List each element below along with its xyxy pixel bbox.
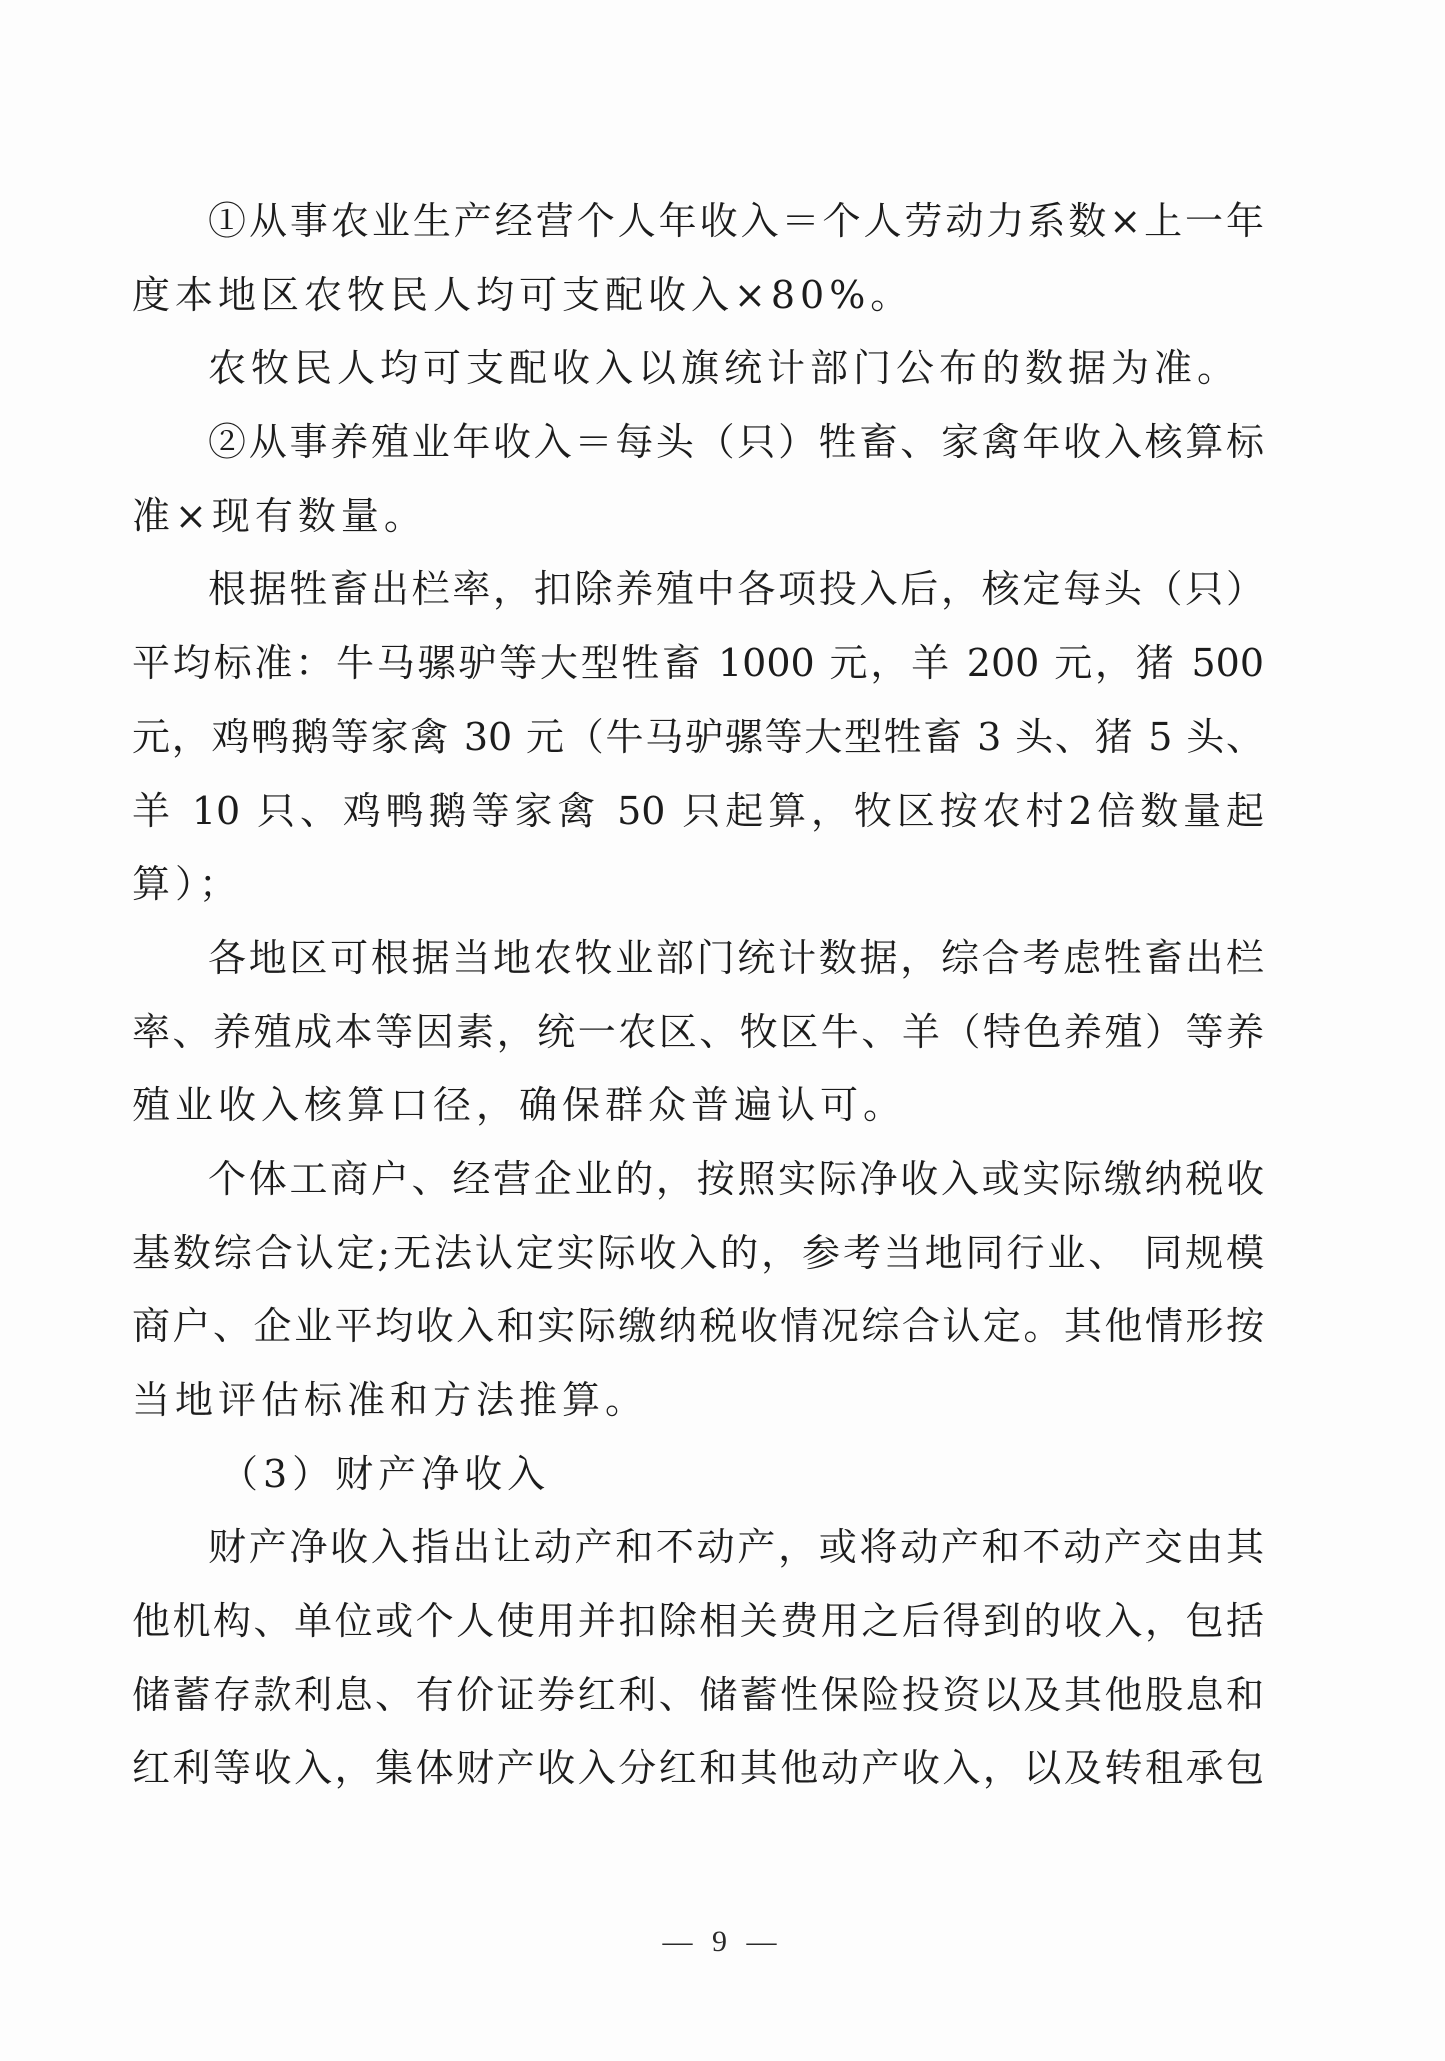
section-heading: （3）财产净收入 xyxy=(220,1451,551,1496)
text-line: 准×现有数量。 xyxy=(132,493,427,538)
text-line: 羊 10 只、鸡鸭鹅等家禽 50 只起算，牧区按农村2倍数量起 xyxy=(132,788,1264,833)
text-line: 各地区可根据当地农牧业部门统计数据，综合考虑牲畜出栏 xyxy=(208,935,1264,980)
text-line: ②从事养殖业年收入＝每头（只）牲畜、家禽年收入核算标 xyxy=(208,420,1264,465)
text-line: 根据牲畜出栏率，扣除养殖中各项投入后，核定每头（只） xyxy=(208,567,1264,612)
text-line: 农牧民人均可支配收入以旗统计部门公布的数据为准。 xyxy=(208,346,1241,391)
text-line: 平均标准：牛马骡驴等大型牲畜 1000 元，羊 200 元，猪 500 xyxy=(132,641,1264,686)
text-line: 个体工商户、经营企业的，按照实际净收入或实际缴纳税收 xyxy=(208,1156,1264,1201)
text-line: 殖业收入核算口径，确保群众普遍认可。 xyxy=(132,1083,907,1128)
text-line: 储蓄存款利息、有价证券红利、储蓄性保险投资以及其他股息和 xyxy=(132,1672,1264,1717)
text-line: 率、养殖成本等因素，统一农区、牧区牛、羊（特色养殖）等养 xyxy=(132,1009,1264,1054)
text-line: 度本地区农牧民人均可支配收入×80%。 xyxy=(132,272,914,317)
text-line: 基数综合认定;无法认定实际收入的，参考当地同行业、 同规模 xyxy=(132,1230,1264,1275)
text-line: 当地评估标准和方法推算。 xyxy=(132,1378,649,1422)
text-line: 算）； xyxy=(132,862,243,907)
text-line: 红利等收入，集体财产收入分红和其他动产收入，以及转租承包 xyxy=(132,1746,1264,1791)
text-line: 商户、企业平均收入和实际缴纳税收情况综合认定。其他情形按 xyxy=(132,1304,1264,1349)
text-line: ①从事农业生产经营个人年收入＝个人劳动力系数×上一年 xyxy=(208,199,1264,243)
document-body xyxy=(132,185,1264,1806)
text-line: 财产净收入指出让动产和不动产，或将动产和不动产交由其 xyxy=(208,1525,1264,1570)
page-number: — 9 — xyxy=(662,1925,783,1958)
text-line: 元，鸡鸭鹅等家禽 30 元（牛马驴骡等大型牲畜 3 头、猪 5 头、 xyxy=(132,714,1264,759)
text-line: 他机构、单位或个人使用并扣除相关费用之后得到的收入，包括 xyxy=(132,1599,1264,1644)
